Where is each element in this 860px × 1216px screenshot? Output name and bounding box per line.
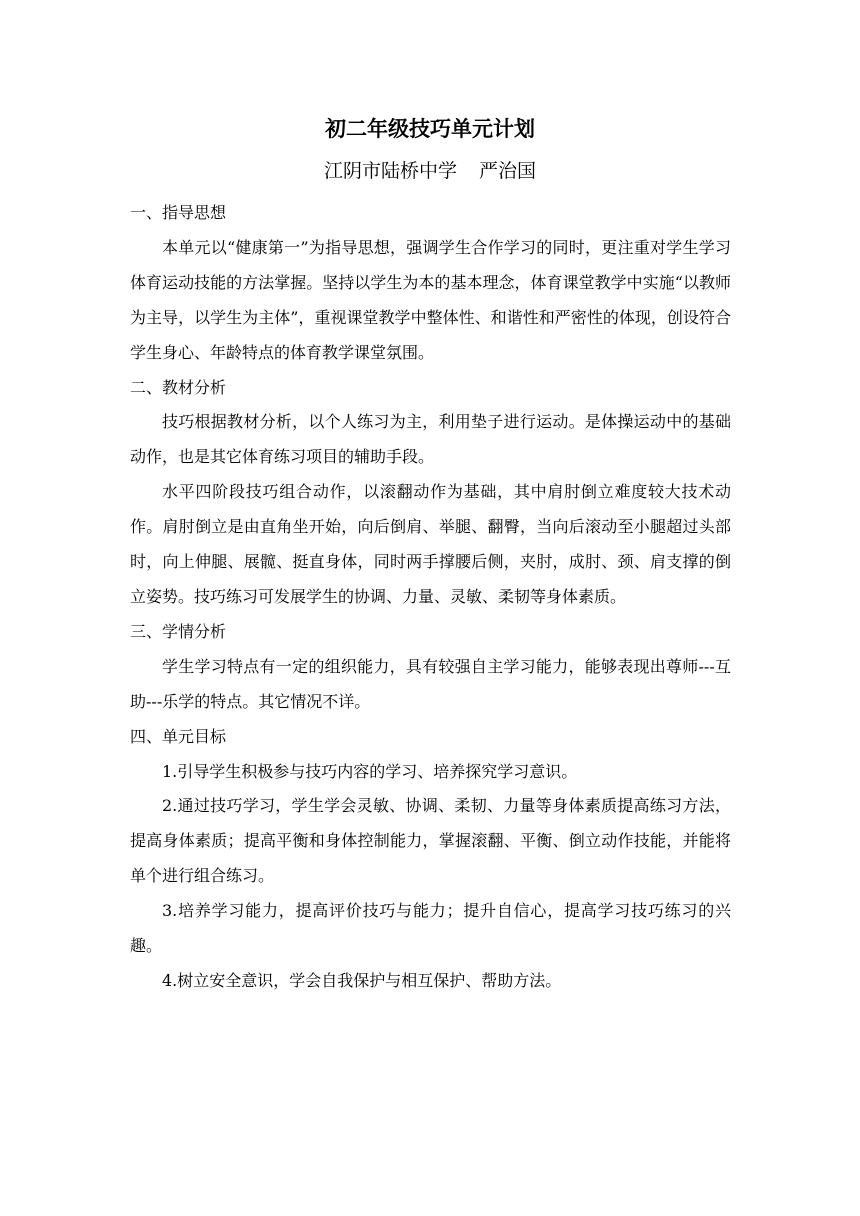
school-name: 江阴市陆桥中学 xyxy=(323,160,457,182)
document-title: 初二年级技巧单元计划 xyxy=(325,116,535,141)
goal-item: 1.引导学生积极参与技巧内容的学习、培养探究学习意识。 xyxy=(162,761,578,781)
section-heading: 三、学情分析 xyxy=(130,621,227,641)
section-heading: 四、单元目标 xyxy=(130,726,227,746)
author-name: 严治国 xyxy=(479,160,537,182)
section-paragraph: 技巧根据教材分析，以个人练习为主，利用垫子进行运动。是体操运动中的基础动作，也是其它体育练习项目的辅助手段。 xyxy=(130,412,731,467)
section-heading: 一、指导思想 xyxy=(130,203,227,222)
goal-item: 2.通过技巧学习，学生学会灵敏、协调、柔韧、力量等身体素质提高练习方法，提高身体素质；提高平衡和身体控制能力，掌握滚翻、平衡、倒立动作技能，并能将单个进行组合练习。 xyxy=(130,796,731,886)
section-paragraph: 本单元以“健康第一”为指导思想，强调学生合作学习的同时，更注重对学生学习体育运动技能的方法掌握。坚持以学生为本的基本理念，体育课堂教学中实施“以教师为主导，以学生为主体”，重视课堂教学中整体性、和谐性和严密性的体现，创设符合学生身心、年龄特点的体育教学课堂氛围。 xyxy=(130,237,731,362)
goal-item: 4.树立安全意识，学会自我保护与相互保护、帮助方法。 xyxy=(162,970,562,990)
goal-item: 3.培养学习能力，提高评价技巧与能力；提升自信心，提高学习技巧练习的兴趣。 xyxy=(130,901,731,956)
section-paragraph: 学生学习特点有一定的组织能力，具有较强自主学习能力，能够表现出尊师---互助---乐学的特点。其它情况不详。 xyxy=(130,656,731,711)
document-body xyxy=(130,196,731,999)
section-heading: 二、教材分析 xyxy=(130,377,227,397)
section-paragraph: 水平四阶段技巧组合动作，以滚翻动作为基础，其中肩肘倒立难度较大技术动作。肩肘倒立是由直角坐开始，向后倒肩、举腿、翻臀，当向后滚动至小腿超过头部时，向上伸腿、展髋、挺直身体，同时两手撑腰后侧，夹肘，成肘、颈、肩支撑的倒立姿势。技巧练习可发展学生的协调、力量、灵敏、柔韧等身体素质。 xyxy=(130,482,731,606)
document-byline xyxy=(0,156,860,186)
